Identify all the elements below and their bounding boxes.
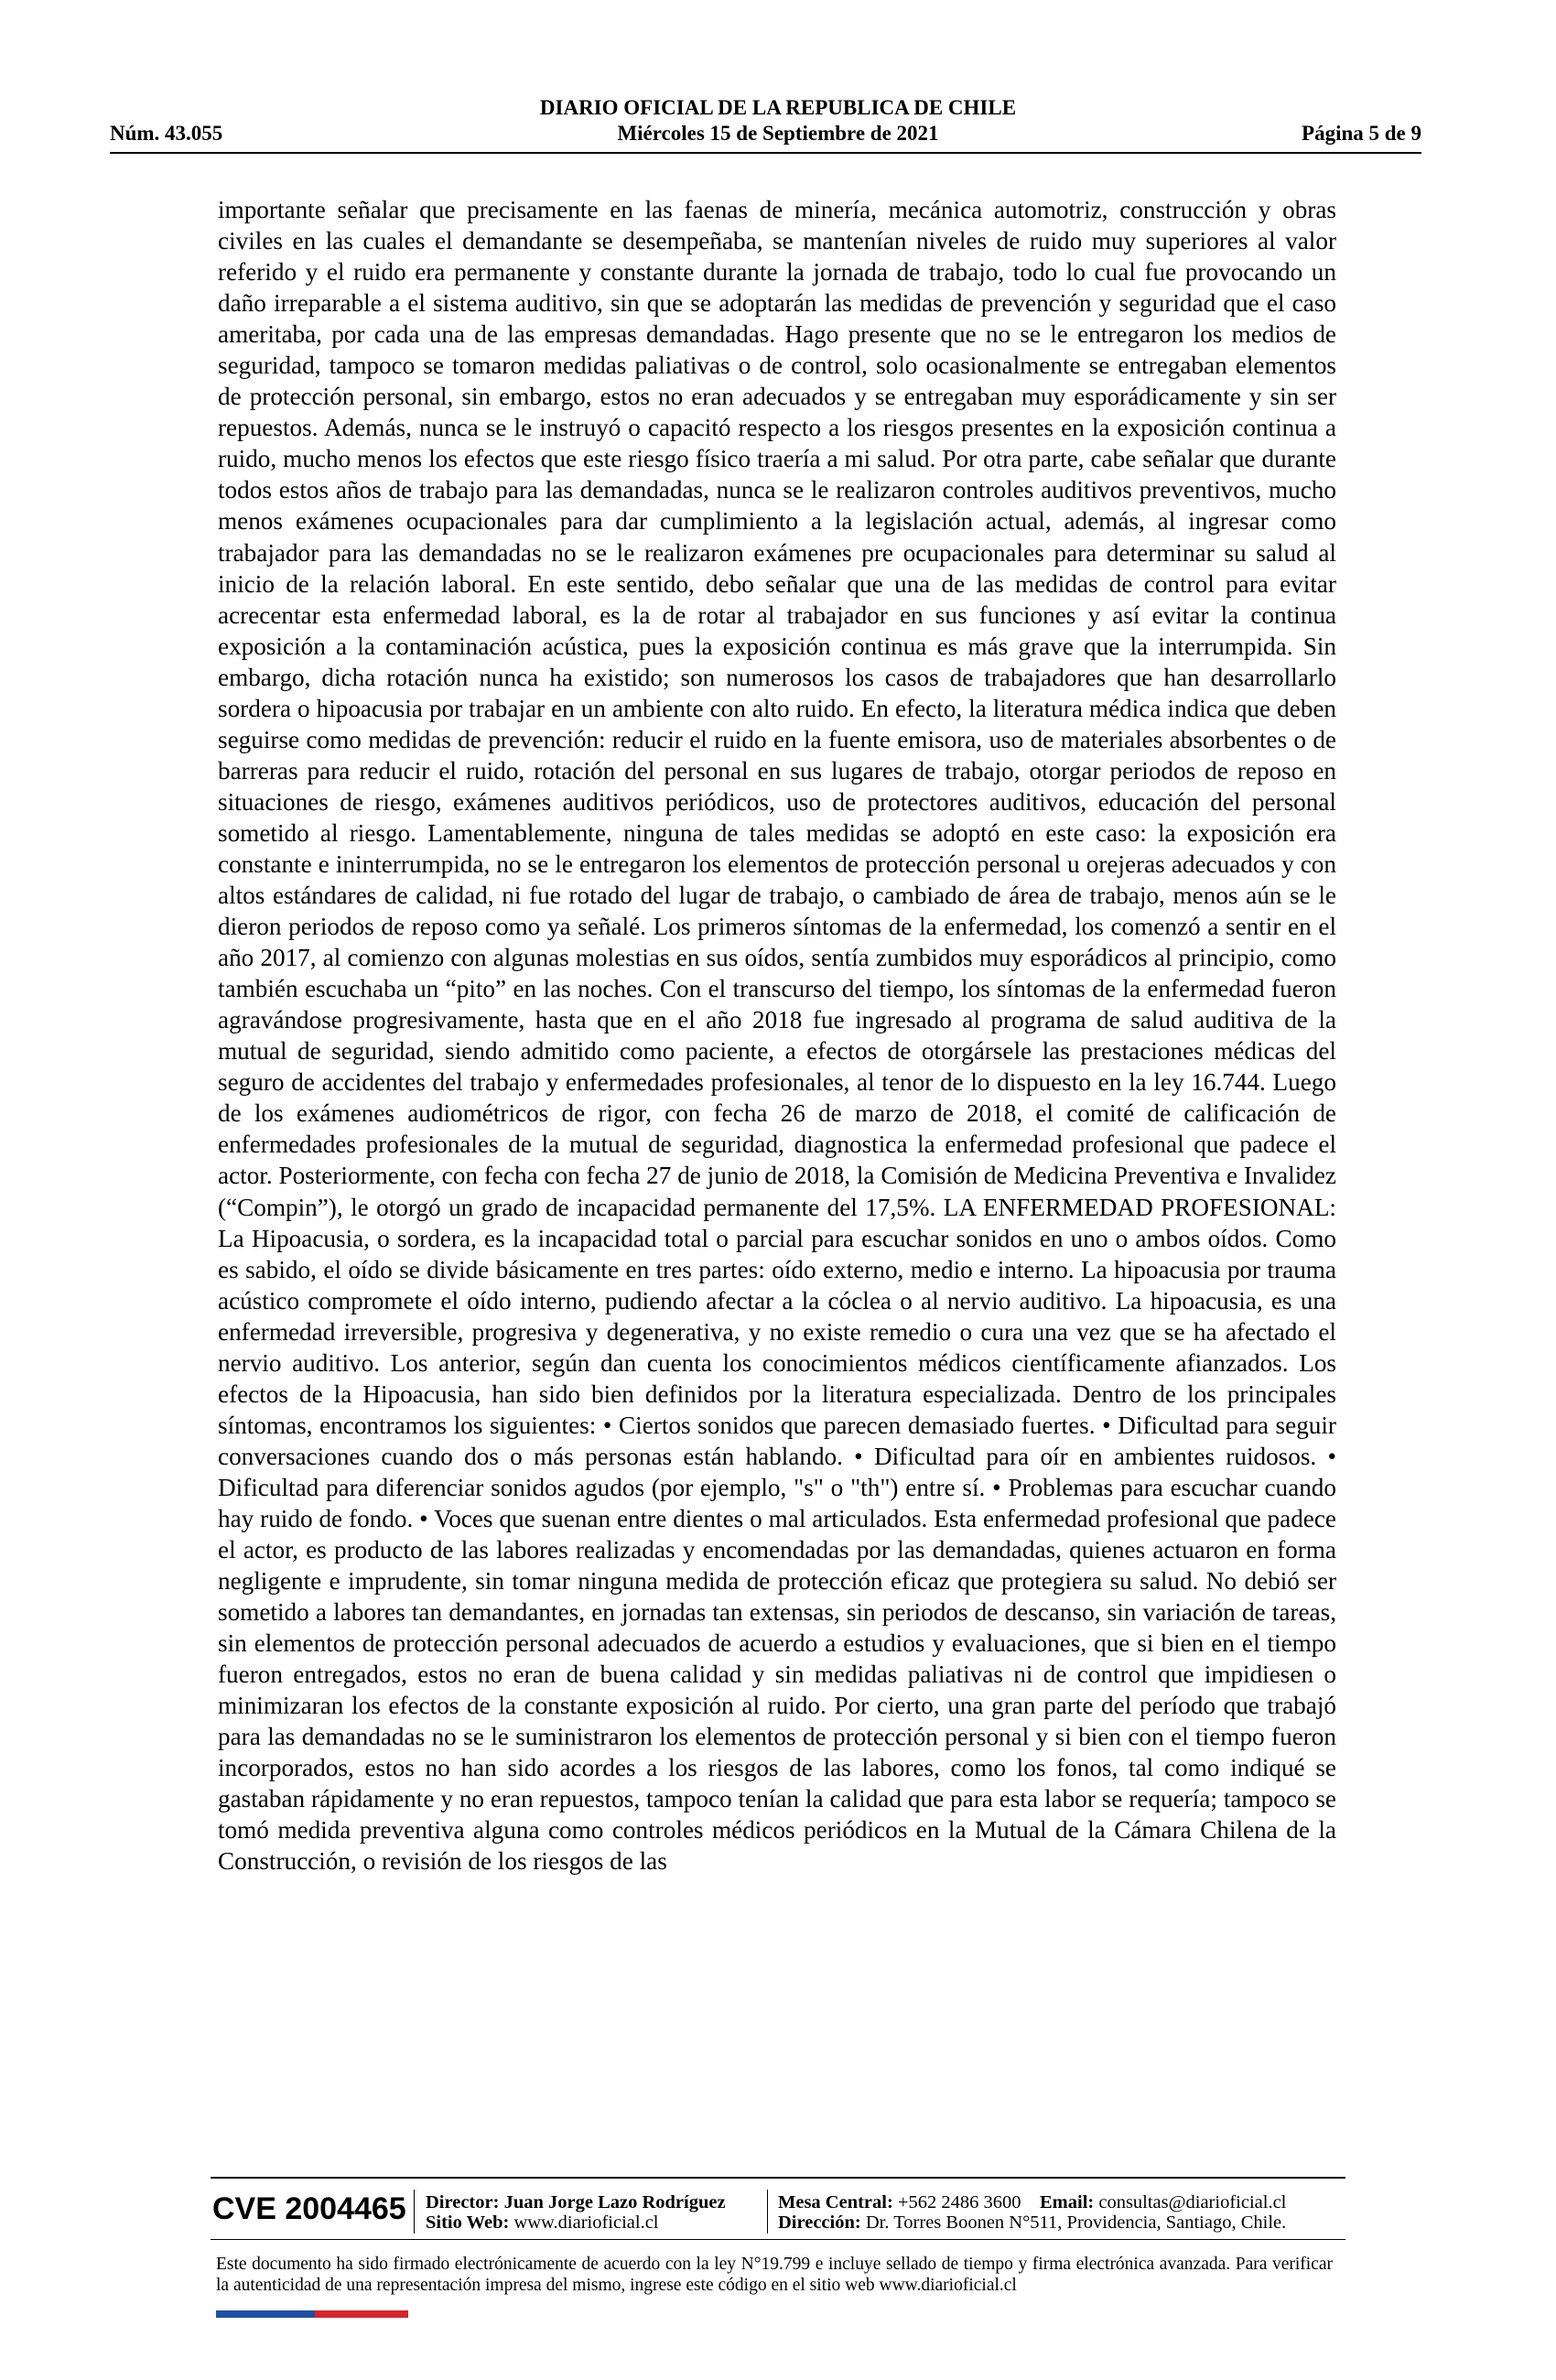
footer-divider-top — [211, 2177, 1345, 2179]
chile-flag-stripe — [216, 2310, 408, 2318]
page-number: Página 5 de 9 — [1302, 122, 1421, 145]
footer-director-block — [426, 2192, 726, 2233]
header-divider — [110, 152, 1421, 154]
footer-contact-block — [778, 2192, 1286, 2233]
mesa-label: Mesa Central: — [778, 2192, 893, 2212]
director-label: Director: — [426, 2192, 500, 2212]
sitio-web-link[interactable]: www.diarioficial.cl — [513, 2212, 659, 2233]
sitio-label: Sitio Web: — [426, 2212, 510, 2233]
footer-divider-mid — [211, 2239, 1345, 2240]
footer-separator — [767, 2190, 768, 2234]
publication-title: DIARIO OFICIAL DE LA REPUBLICA DE CHILE — [539, 96, 1017, 119]
direccion-label: Dirección: — [778, 2212, 861, 2233]
flag-red-segment — [315, 2310, 408, 2318]
director-name: Juan Jorge Lazo Rodríguez — [503, 2192, 726, 2212]
flag-blue-segment — [216, 2310, 315, 2318]
cve-code: CVE 2004465 — [212, 2191, 406, 2226]
issue-number: Núm. 43.055 — [110, 122, 223, 145]
email-label: Email: — [1040, 2192, 1095, 2212]
email-link[interactable]: consultas@diarioficial.cl — [1098, 2192, 1287, 2212]
direccion-value: Dr. Torres Boonen N°511, Providencia, Santiago, Chile. — [865, 2212, 1287, 2233]
footer-separator — [414, 2190, 415, 2234]
publication-date: Miércoles 15 de Septiembre de 2021 — [617, 122, 939, 145]
document-body-text: importante señalar que precisamente en las faenas de minería, mecánica automotriz, construcción y obras civiles en las cuales el demandante se desempeñaba, se mantenían niveles de ruido muy superiores al valor referido y el ruido era permanente y constante durante la jornada de trabajo, todo lo cual fue provocando un daño irreparable a el sistema auditivo, sin que se adoptarán las medidas de prevención y seguridad que el caso ameritaba, por cada una de las empresas demandadas. Hago presente que no se le entregaron los medios de seguridad, tampoco se tomaron medidas paliativas o de control, solo ocasionalmente se entregaban elementos de protección personal, sin embargo, estos no eran adecuados y se entregaban muy esporádicamente y sin ser repuestos. Además, nunca se le instruyó o capacitó respecto a los riesgos presentes en la exposición continua a ruido, mucho menos los efectos que este riesgo físico traería a mi salud. Por otra parte, cabe señalar que durante todos estos años de trabajo para las demandadas, nunca se le realizaron controles auditivos preventivos, mucho menos exámenes ocupacionales para dar cumplimiento a la legislación actual, además, al ingresar como trabajador para las demandadas no se le realizaron exámenes pre ocupacionales para determinar su salud al inicio de la relación laboral. En este sentido, debo señalar que una de las medidas de control para evitar acrecentar esta enfermedad laboral, es la de rotar al trabajador en sus funciones y así evitar la continua exposición a la contaminación acústica, pues la exposición continua es más grave que la interrumpida. Sin embargo, dicha rotación nunca ha existido; son numerosos los casos de trabajadores que han desarrollarlo sordera o hipoacusia por trabajar en un ambiente con alto ruido. En efecto, la literatura médica indica que deben seguirse como medidas de prevención: reducir el ruido en la fuente emisora, uso de materiales absorbentes o de barreras para reducir el ruido, rotación del personal en sus lugares de trabajo, otorgar periodos de reposo en situaciones de riesgo, exámenes auditivos periódicos, uso de protectores auditivos, educación del personal sometido al riesgo. Lamentablemente, ninguna de tales medidas se adoptó en este caso: la exposición era constante e ininterrumpida, no se le entregaron los elementos de protección personal u orejeras adecuados y con altos estándares de calidad, ni fue rotado del lugar de trabajo, o cambiado de área de trabajo, menos aún se le dieron periodos de reposo como ya señalé. Los primeros síntomas de la enfermedad, los comenzó a sentir en el año 2017, al comienzo con algunas molestias en sus oídos, sentía zumbidos muy esporádicos al principio, como también escuchaba un “pito” en las noches. Con el transcurso del tiempo, los síntomas de la enfermedad fueron agravándose progresivamente, hasta que en el año 2018 fue ingresado al programa de salud auditiva de la mutual de seguridad, siendo admitido como paciente, a efectos de otorgársele las prestaciones médicas del seguro de accidentes del trabajo y enfermedades profesionales, al tenor de lo dispuesto en la ley 16.744. Luego de los exámenes audiométricos de rigor, con fecha 26 de marzo de 2018, el comité de calificación de enfermedades profesionales de la mutual de seguridad, diagnostica la enfermedad profesional que padece el actor. Posteriormente, con fecha con fecha 27 de junio de 2018, la Comisión de Medicina Preventiva e Invalidez (“Compin”), le otorgó un grado de incapacidad permanente del 17,5%. LA ENFERMEDAD PROFESIONAL: La Hipoacusia, o sordera, es la incapacidad total o parcial para escuchar sonidos en uno o ambos oídos. Como es sabido, el oído se divide básicamente en tres partes: oído externo, medio e interno. La hipoacusia por trauma acústico compromete el oído interno, pudiendo afectar a la cóclea o al nervio auditivo. La hipoacusia, es una enfermedad irreversible, progresiva y degenerativa, y no existe remedio o cura una vez que se ha afectado el nervio auditivo. Los anterior, según dan cuenta los conocimientos médicos científicamente afianzados. Los efectos de la Hipoacusia, han sido bien definidos por la literatura especializada. Dentro de los principales síntomas, encontramos los siguientes: • Ciertos sonidos que parecen demasiado fuertes. • Dificultad para seguir conversaciones cuando dos o más personas están hablando. • Dificultad para oír en ambientes ruidosos. • Dificultad para diferenciar sonidos agudos (por ejemplo, "s" o "th") entre sí. • Problemas para escuchar cuando hay ruido de fondo. • Voces que suenan entre dientes o mal articulados. Esta enfermedad profesional que padece el actor, es producto de las labores realizadas y encomendadas por las demandadas, quienes actuaron en forma negligente e imprudente, sin tomar ninguna medida de protección eficaz que protegiera su salud. No debió ser sometido a labores tan demandantes, en jornadas tan extensas, sin periodos de descanso, sin variación de tareas, sin elementos de protección personal adecuados de acuerdo a estudios y evaluaciones, que si bien en el tiempo fueron entregados, estos no eran de buena calidad y sin medidas paliativas ni de control que impidiesen o minimizaran los efectos de la constante exposición al ruido. Por cierto, una gran parte del período que trabajó para las demandadas no se le suministraron los elementos de protección personal y si bien con el tiempo fueron incorporados, estos no han sido acordes a los riesgos de las labores, como los fonos, tal como indiqué se gastaban rápidamente y no eran repuestos, tampoco tenían la calidad que para esta labor se requería; tampoco se tomó medida preventiva alguna como controles médicos periódicos en la Mutual de la Cámara Chilena de la Construcción, o revisión de los riesgos de las — [218, 196, 1336, 1876]
mesa-phone: +562 2486 3600 — [897, 2192, 1021, 2212]
legal-notice: Este documento ha sido firmado electrónicamente de acuerdo con la ley N°19.799 e incluye sellado de tiempo y firma electrónica avanzada. Para verificar la autenticidad de una representación impresa del mismo, ingrese este código en el sitio web www.diarioficial.cl — [216, 2255, 1333, 2295]
